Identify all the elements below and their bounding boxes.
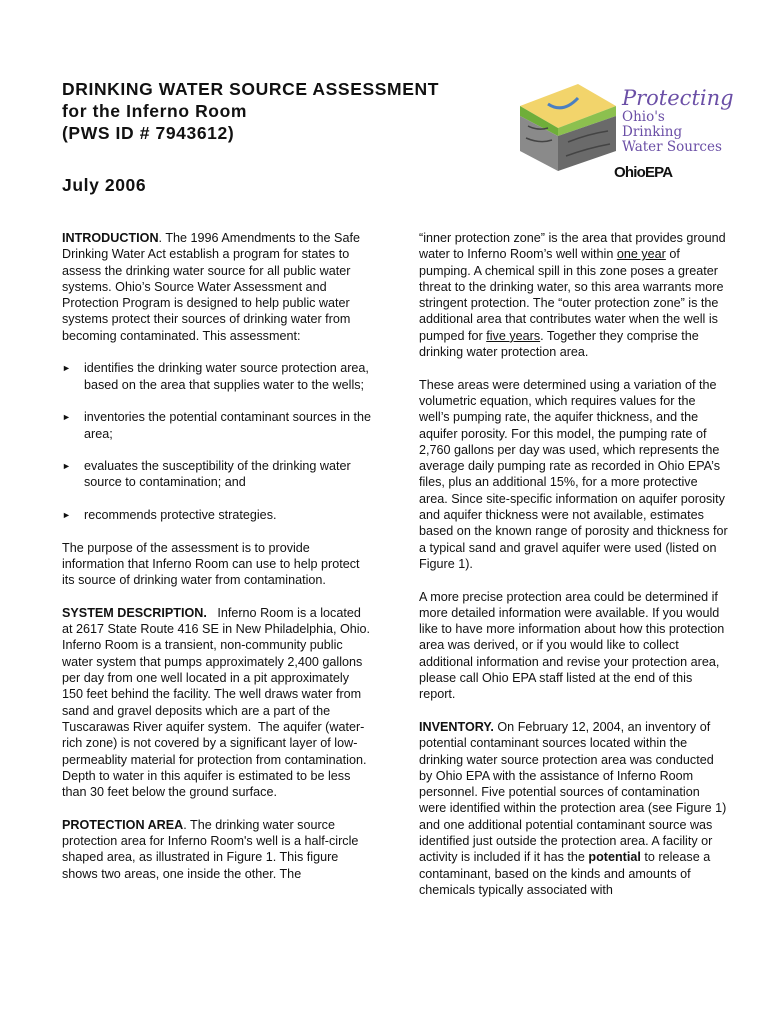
bullet-arrow-icon: ► <box>62 461 71 472</box>
potential-bold: potential <box>588 850 641 865</box>
logo-title: Protecting <box>622 86 734 110</box>
purpose-paragraph: The purpose of the assessment is to provide information that Inferno Room can use to help protect its source of drinking water from contamination. <box>62 540 360 588</box>
document-subtitle: for the Inferno Room <box>62 101 248 121</box>
one-year-underlined: one year <box>616 247 666 262</box>
logo-subtitle-line: Ohio's Drinking <box>622 109 683 140</box>
assessment-bullet-list <box>62 360 372 523</box>
protection-zone-paragraph <box>419 230 729 360</box>
introduction-text: . The 1996 Amendments to the Safe Drinking Water Act establish a program for states to assess the drinking water source for all public water systems. Ohio’s Source Water Assessment and Protection Program is designed to help public water systems protect their sources of drinking water from becoming contaminated. This assessment: <box>62 231 360 343</box>
inventory-heading: INVENTORY. <box>419 719 494 734</box>
ohio-epa-logo: OhioEPA <box>614 164 673 181</box>
introduction-heading: INTRODUCTION <box>62 231 159 245</box>
logo-subtitle <box>622 110 728 155</box>
document-date: July 2006 <box>62 175 147 195</box>
text-span: to release a contaminant, based on the kinds and amounts of chemicals typically associated with <box>419 850 711 897</box>
logo-subtitle-line: Water Sources <box>622 139 722 155</box>
document-title: DRINKING WATER SOURCE ASSESSMENT <box>62 79 440 99</box>
title-block <box>62 78 502 144</box>
volumetric-equation-paragraph: These areas were determined using a variation of the volumetric equation, which requires values for the well’s pumping rate, the aquifer thickness, and the aquifer porosity. For this model, the pumping rate of 2,760 gallons per day was used, which represents the average daily pumping rate as recorded in Ohio EPA’s files, plus an additional 15%, for a more protective area. Since site-specific information on aquifer porosity and aquifer thickness were not available, estimates based on the known range of porosity and thickness for a typical sand and gravel aquifer were used (listed on Figure 1). <box>419 377 728 571</box>
system-description-text: Inferno Room is a located at 2617 State Route 416 SE in New Philadelphia, Ohio. Inferno Room is a transient, non-community public water system that pumps approximately 2,400 gallons per day from one well located in a pit approximately 150 feet behind the facility. The well draws water from sand and gravel deposits which are a part of the Tuscarawas River aquifer system. The aquifer (water-rich zone) is not covered by a significant layer of low-permeablity material for protection from contamination. Depth to water in this aquifer is estimated to be less than 30 feet below the ground surface. <box>62 605 381 800</box>
bullet-text: recommends protective strategies. <box>84 508 277 523</box>
landscape-aquifer-icon <box>518 76 618 176</box>
list-item <box>62 507 372 523</box>
bullet-arrow-icon: ► <box>62 412 71 423</box>
precise-area-paragraph: A more precise protection area could be determined if more detailed information were available. If you would like to have more information about how this protection area was derived, or if you would like to collect additional information and revise your protection area, please call Ohio EPA staff listed at the end of this report. <box>419 589 725 702</box>
protection-area-heading: PROTECTION AREA <box>62 817 184 832</box>
right-column <box>419 230 729 914</box>
text-span: “inner protection zone” is the area that provides ground water to Inferno Room’s well within <box>419 231 726 262</box>
left-column <box>62 230 381 898</box>
list-item <box>62 409 372 442</box>
protection-area-paragraph <box>62 817 372 882</box>
text-span: of pumping. A chemical spill in this zone poses a greater threat to the drinking water, so this area warrants more stringent protection. The “outer protection zone” is the additional area that contributes water when the well is pumped for <box>419 247 724 343</box>
bullet-text: inventories the potential contaminant sources in the area; <box>84 410 372 441</box>
bullet-arrow-icon: ► <box>62 363 71 374</box>
pws-id: (PWS ID # 7943612) <box>62 123 235 143</box>
bullet-text: identifies the drinking water source protection area, based on the area that supplies water to the wells; <box>84 361 369 392</box>
protection-area-text: . The drinking water source protection area for Inferno Room's well is a half-circle shaped area, as illustrated in Figure 1. This figure shows two areas, one inside the other. The <box>62 817 359 881</box>
text-span: On February 12, 2004, an inventory of potential contaminant sources located within the drinking water source protection area was conducted by Ohio EPA with the assistance of Inferno Room personnel. Five potential sources of contamination were identified within the protection area (see Figure 1) and one additional potential contaminant source was identified just outside the protection area. A facility or activity is included if it has the <box>419 719 727 865</box>
list-item <box>62 458 372 491</box>
inventory-paragraph <box>419 719 729 898</box>
text-span: . Together they comprise the drinking water protection area. <box>419 328 699 360</box>
list-item <box>62 360 372 393</box>
five-years-underlined: five years <box>486 328 541 343</box>
system-description-paragraph <box>62 605 381 801</box>
system-description-heading: SYSTEM DESCRIPTION. <box>62 605 207 620</box>
bullet-text: evaluates the susceptibility of the drinking water source to contamination; and <box>84 459 351 490</box>
bullet-arrow-icon: ► <box>62 510 71 521</box>
protecting-ohio-logo <box>518 76 734 186</box>
introduction-paragraph <box>62 230 372 344</box>
